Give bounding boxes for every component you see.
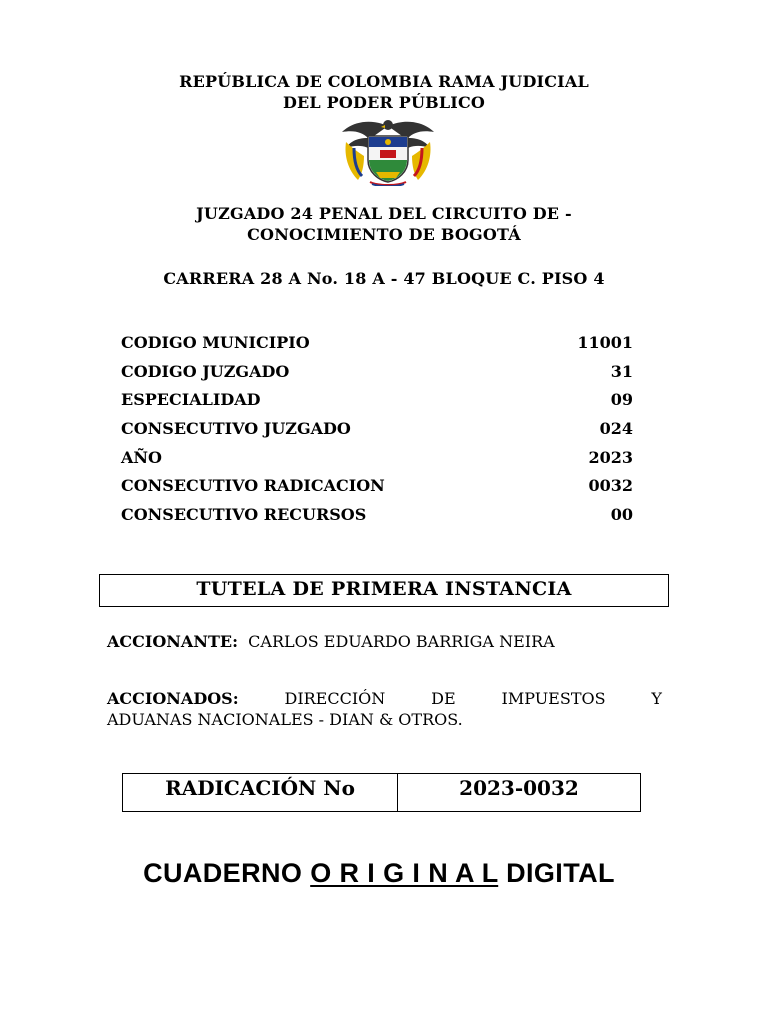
code-value: 09 <box>610 390 633 409</box>
code-label: ESPECIALIDAD <box>121 390 261 409</box>
radicacion-value: 2023-0032 <box>459 776 579 800</box>
cuaderno-suffix: DIGITAL <box>506 858 615 888</box>
accionante-line <box>107 631 555 652</box>
cuaderno-original: O R I G I N A L <box>310 858 499 888</box>
radicacion-table <box>122 773 641 812</box>
code-value: 024 <box>599 419 633 438</box>
accionados-value-line-2: ADUANAS NACIONALES - DIAN & OTROS. <box>107 710 463 729</box>
code-label: AÑO <box>121 448 162 467</box>
accionados-label: ACCIONADOS: <box>107 689 239 708</box>
code-label: CONSECUTIVO RADICACION <box>121 476 385 495</box>
cuaderno-prefix: CUADERNO <box>143 858 303 888</box>
accionante-value: CARLOS EDUARDO BARRIGA NEIRA <box>248 632 555 651</box>
header-line-1: REPÚBLICA DE COLOMBIA RAMA JUDICIAL <box>179 72 589 91</box>
code-value: 00 <box>610 505 633 524</box>
code-label: CONSECUTIVO JUZGADO <box>121 419 351 438</box>
code-row-especialidad <box>121 390 633 419</box>
code-row-municipio <box>121 333 633 362</box>
code-row-consecutivo-recursos <box>121 505 633 534</box>
colombia-coat-of-arms-icon <box>340 116 436 186</box>
accionados-block <box>107 688 662 730</box>
accionados-line-1 <box>107 688 662 709</box>
code-row-ano <box>121 448 633 477</box>
code-row-juzgado <box>121 362 633 391</box>
code-value: 2023 <box>588 448 633 467</box>
header-line-2: DEL PODER PÚBLICO <box>282 93 486 112</box>
code-row-consecutivo-juzgado <box>121 419 633 448</box>
code-row-consecutivo-radicacion <box>121 476 633 505</box>
cuaderno-title <box>0 858 758 889</box>
code-label: CONSECUTIVO RECURSOS <box>121 505 367 524</box>
accionados-value-line-1: DIRECCIÓN DE IMPUESTOS Y <box>284 689 662 708</box>
accionante-label: ACCIONANTE: <box>107 632 238 651</box>
code-label: CODIGO MUNICIPIO <box>121 333 310 352</box>
code-label: CODIGO JUZGADO <box>121 362 290 381</box>
court-name-line-1: JUZGADO 24 PENAL DEL CIRCUITO DE - <box>196 204 572 223</box>
radicacion-label: RADICACIÓN No <box>123 774 398 811</box>
tutela-title-box: TUTELA DE PRIMERA INSTANCIA <box>99 574 669 607</box>
court-address: CARRERA 28 A No. 18 A - 47 BLOQUE C. PISO 4 <box>163 269 605 288</box>
code-value: 11001 <box>577 333 633 352</box>
code-value: 0032 <box>588 476 633 495</box>
court-name-line-2: CONOCIMIENTO DE BOGOTÁ <box>247 225 521 244</box>
code-value: 31 <box>610 362 633 381</box>
